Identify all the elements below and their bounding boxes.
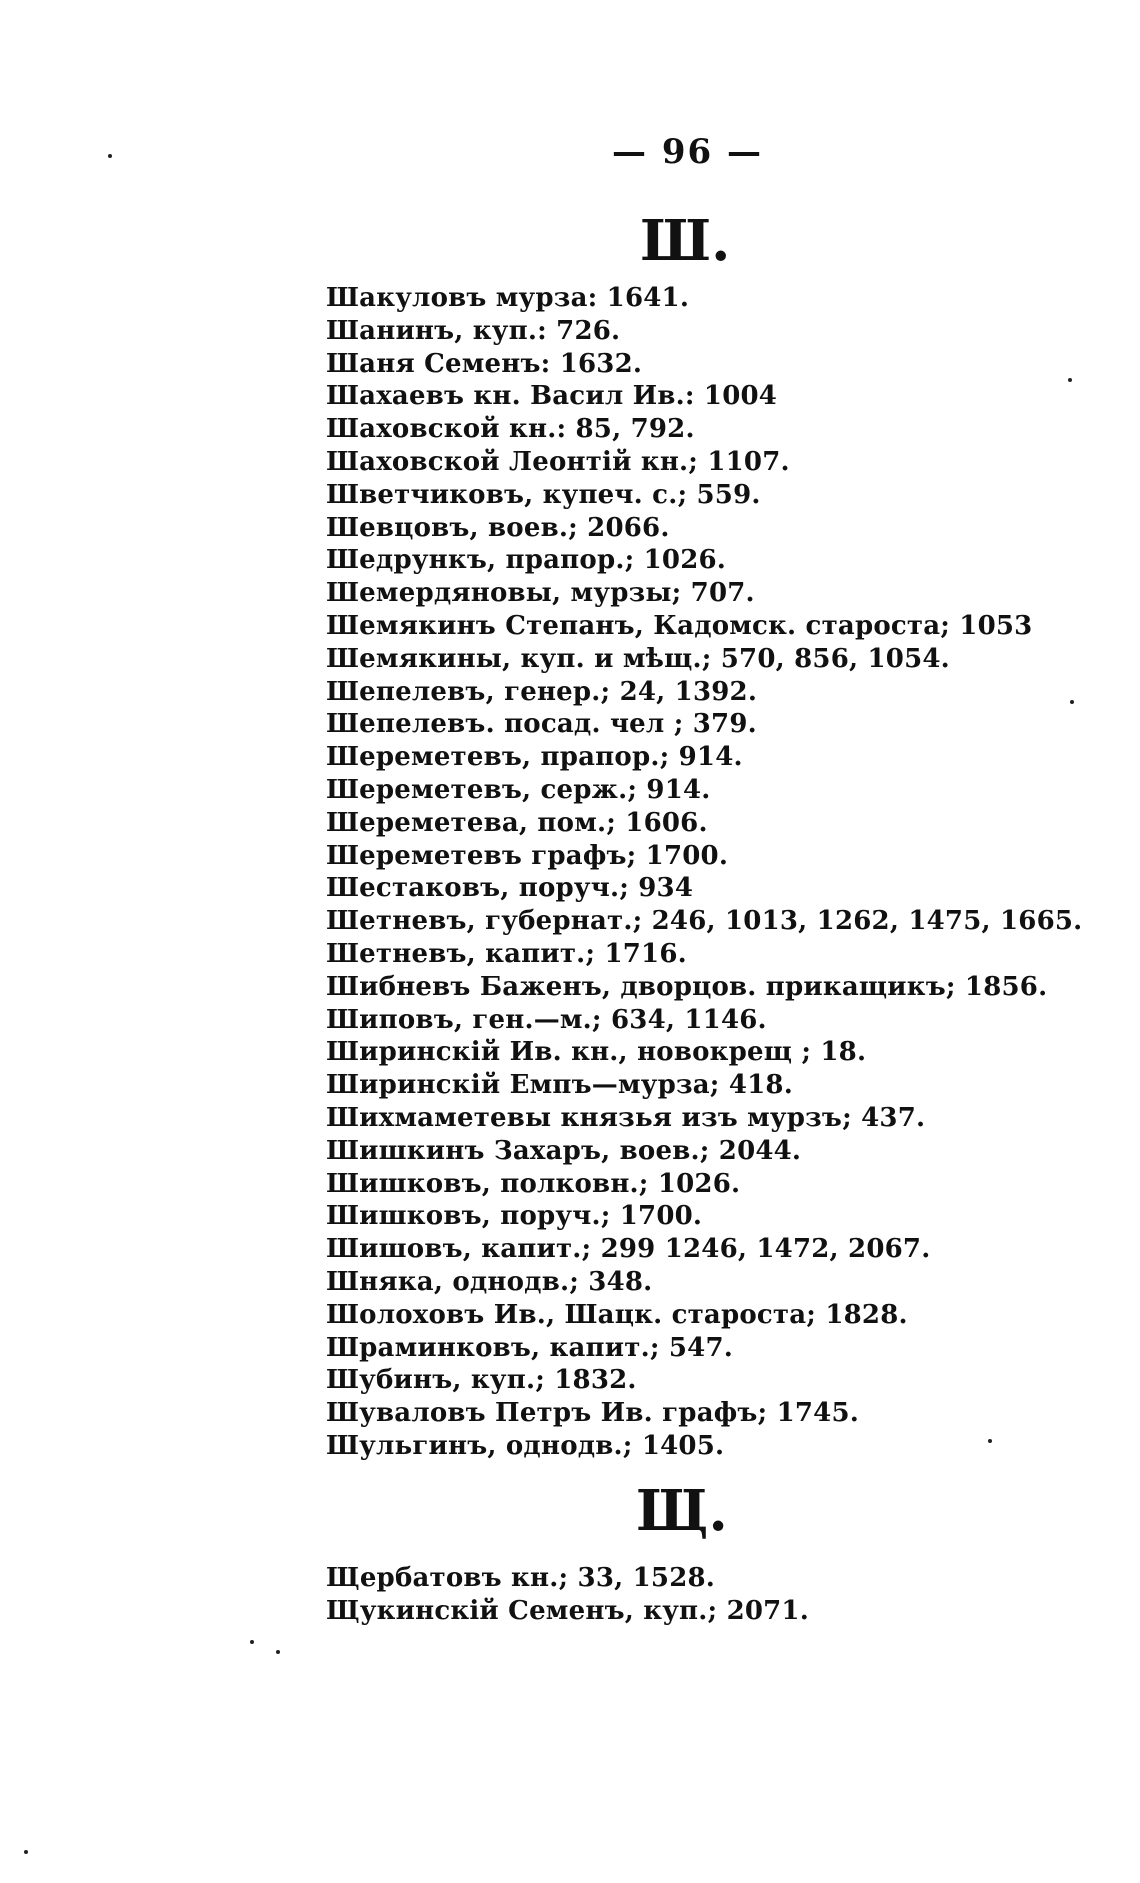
index-entry: Шестаковъ, поруч.; 934 (326, 873, 694, 904)
index-entry: Шихмаметевы князья изъ мурзъ; 437. (326, 1102, 926, 1133)
index-entry: Шереметевъ графъ; 1700. (326, 840, 729, 871)
index-entry: Шраминковъ, капит.; 547. (326, 1332, 734, 1363)
index-entry: Щукинскій Семенъ, куп.; 2071. (326, 1595, 809, 1626)
index-entry: Шетневъ, губернат.; 246, 1013, 1262, 1475, 1665. (326, 906, 1083, 937)
scan-speck (250, 1640, 254, 1644)
page-number: — 96 — (612, 132, 763, 172)
scan-speck (276, 1650, 280, 1654)
index-entry: Шишковъ, поруч.; 1700. (326, 1201, 703, 1232)
scan-speck (1068, 378, 1072, 382)
index-entry: Шибневъ Баженъ, дворцов. прикащикъ; 1856. (326, 971, 1048, 1002)
index-entry: Шемердяновы, мурзы; 707. (326, 578, 755, 609)
index-entry: Ширинскій Ив. кн., новокрещ ; 18. (326, 1037, 867, 1068)
index-entry: Шереметева, пом.; 1606. (326, 807, 708, 838)
index-entry: Шанинъ, куп.: 726. (326, 315, 621, 346)
index-entry: Шереметевъ, прапор.; 914. (326, 742, 743, 773)
index-entry: Шедрункъ, прапор.; 1026. (326, 545, 727, 576)
section-heading-sh: Ш. (640, 208, 731, 274)
scan-speck (988, 1439, 992, 1443)
index-entry: Шетневъ, капит.; 1716. (326, 938, 687, 969)
index-list-sh (326, 282, 1082, 1463)
index-entry: Шемякинъ Степанъ, Кадомск. староста; 1053 (326, 610, 1033, 641)
index-entry: Шняка, однодв.; 348. (326, 1266, 653, 1297)
section-heading-shch: Щ. (636, 1478, 728, 1544)
index-entry: Шишкинъ Захаръ, воев.; 2044. (326, 1135, 802, 1166)
index-entry: Шаховской Леонтій кн.; 1107. (326, 446, 790, 477)
index-entry: Шуваловъ Петръ Ив. графъ; 1745. (326, 1398, 859, 1429)
scan-speck (24, 1850, 28, 1854)
index-entry: Шемякины, куп. и мѣщ.; 570, 856, 1054. (326, 643, 950, 674)
index-entry: Шаховской кн.: 85, 792. (326, 414, 695, 445)
index-entry: Щербатовъ кн.; 33, 1528. (326, 1563, 716, 1593)
index-entry: Шепелевъ, генер.; 24, 1392. (326, 676, 758, 707)
index-entry: Шишовъ, капит.; 299 1246, 1472, 2067. (326, 1234, 931, 1265)
index-entry: Шульгинъ, однодв.; 1405. (326, 1430, 725, 1461)
index-entry: Шубинъ, куп.; 1832. (326, 1365, 637, 1396)
index-entry: Шереметевъ, серж.; 914. (326, 774, 711, 805)
index-entry: Шевцовъ, воев.; 2066. (326, 512, 670, 543)
index-entry: Шаня Семенъ: 1632. (326, 348, 643, 379)
index-entry: Ширинскій Емпъ—мурза; 418. (326, 1070, 793, 1101)
index-entry: Шолоховъ Ив., Шацк. староста; 1828. (326, 1299, 908, 1330)
index-entry: Шишковъ, полковн.; 1026. (326, 1168, 741, 1199)
index-entry: Шиповъ, ген.—м.; 634, 1146. (326, 1004, 767, 1035)
index-list-shch (326, 1562, 809, 1628)
scan-speck (108, 154, 112, 158)
index-entry: Шепелевъ. посад. чел ; 379. (326, 709, 757, 740)
scan-speck (1070, 700, 1074, 704)
index-entry: Шакуловъ мурза: 1641. (326, 283, 690, 313)
index-entry: Шахаевъ кн. Васил Ив.: 1004 (326, 381, 778, 412)
index-entry: Шветчиковъ, купеч. с.; 559. (326, 479, 761, 510)
